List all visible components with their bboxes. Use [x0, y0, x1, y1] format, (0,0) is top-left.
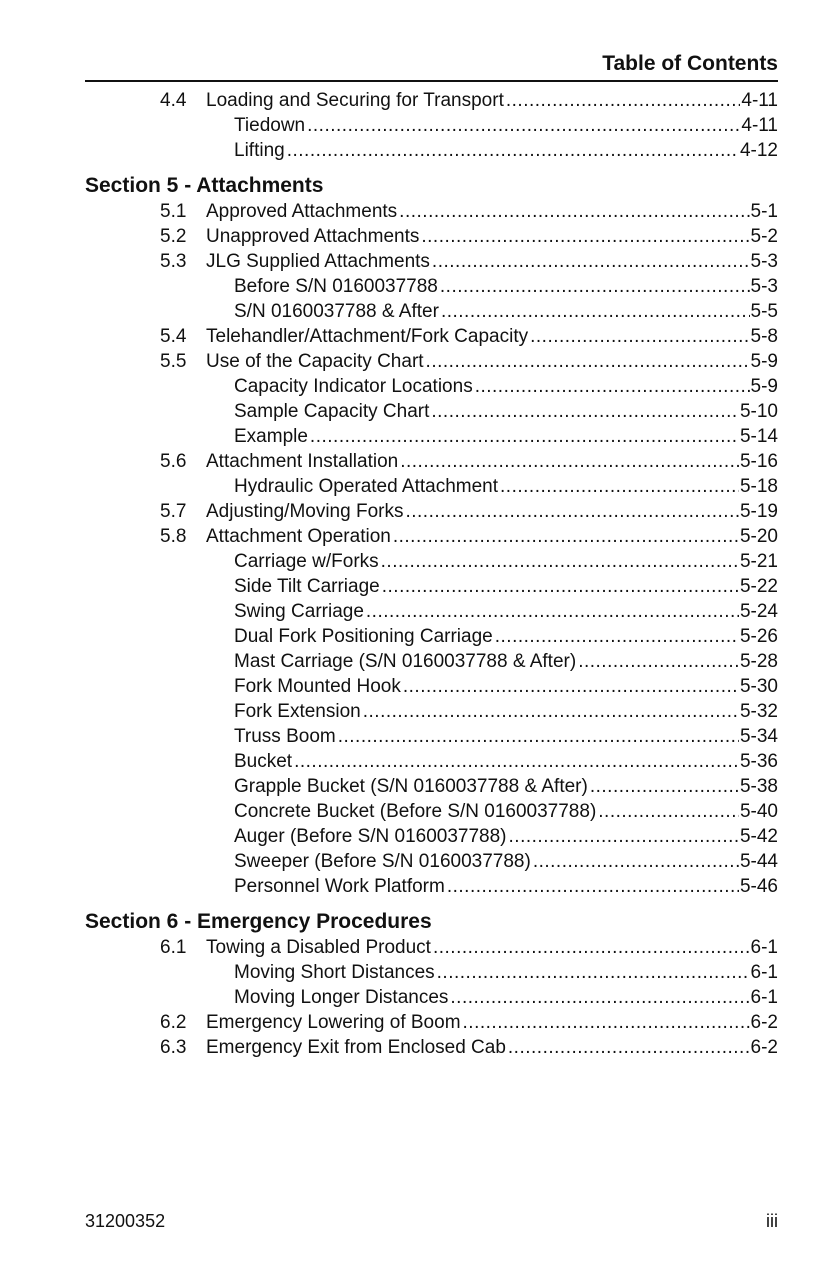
toc-entry[interactable] [0, 824, 825, 849]
toc-entry[interactable] [0, 749, 825, 774]
toc-entry[interactable] [0, 874, 825, 899]
toc-entry-title: Capacity Indicator Locations [234, 376, 473, 397]
toc-entry[interactable] [0, 574, 825, 599]
toc-entry-title: Towing a Disabled Product [206, 937, 431, 958]
page-header [85, 50, 778, 82]
toc-entry-title: Lifting [234, 140, 285, 161]
toc-entry-line [206, 199, 778, 224]
dot-leader [463, 1010, 750, 1035]
dot-leader [287, 138, 739, 163]
toc-entry-title: Carriage w/Forks [234, 551, 379, 572]
document-number: 31200352 [85, 1211, 166, 1231]
toc-entry-page: 5-19 [739, 501, 778, 522]
dot-leader [403, 674, 739, 699]
toc-entry-line [206, 324, 778, 349]
toc-entry-page: 5-20 [739, 526, 778, 547]
dot-leader [399, 199, 749, 224]
toc-entry-page: 5-30 [739, 676, 778, 697]
toc-entry-title: Emergency Lowering of Boom [206, 1012, 461, 1033]
toc-entry[interactable] [0, 1035, 825, 1060]
toc-entry-line [234, 599, 778, 624]
toc-entry-number: 5.8 [160, 526, 187, 547]
toc-entry-line [206, 449, 778, 474]
toc-entry[interactable] [0, 449, 825, 474]
dot-leader [432, 249, 750, 274]
toc-entry-title: Example [234, 426, 308, 447]
toc-entry-title: Emergency Exit from Enclosed Cab [206, 1037, 506, 1058]
toc-entry-title: Loading and Securing for Transport [206, 90, 504, 111]
toc-entry-page: 5-22 [739, 576, 778, 597]
toc-entry[interactable] [0, 524, 825, 549]
toc-entry-line [234, 724, 778, 749]
toc-entry-page: 6-1 [750, 987, 778, 1008]
toc-entry-page: 5-32 [739, 701, 778, 722]
dot-leader [294, 749, 739, 774]
toc-entry-title: Bucket [234, 751, 293, 772]
toc-entry-page: 5-3 [750, 251, 778, 272]
toc-entry-page: 4-12 [739, 140, 778, 161]
toc-entry-title: Tiedown [234, 115, 306, 136]
toc-entry-line [234, 549, 778, 574]
dot-leader [578, 649, 739, 674]
toc-entry-title: Attachment Operation [206, 526, 391, 547]
toc-entry[interactable] [0, 224, 825, 249]
toc-entry-title: Personnel Work Platform [234, 876, 445, 897]
toc-entry-title: Moving Longer Distances [234, 987, 449, 1008]
toc-entry-line [234, 574, 778, 599]
toc-entry-number: 5.4 [160, 326, 187, 347]
toc-entry-page: 5-24 [739, 601, 778, 622]
toc-entry[interactable] [0, 113, 825, 138]
toc-entry-line [234, 374, 778, 399]
toc-entry-number: 5.6 [160, 451, 187, 472]
toc-entry-number: 5.3 [160, 251, 187, 272]
toc-entry-page: 5-16 [739, 451, 778, 472]
dot-leader [500, 474, 739, 499]
toc-entry-line [234, 985, 778, 1010]
toc-entry[interactable] [0, 549, 825, 574]
toc-entry[interactable] [0, 88, 825, 113]
toc-entry-title: Swing Carriage [234, 601, 364, 622]
toc-entry-title: Before S/N 0160037788 [234, 276, 438, 297]
toc-entry-title: Fork Mounted Hook [234, 676, 401, 697]
toc-entry-line [234, 399, 778, 424]
toc-entry-title: Dual Fork Positioning Carriage [234, 626, 493, 647]
dot-leader [437, 960, 750, 985]
toc-entry-title: Sweeper (Before S/N 0160037788) [234, 851, 531, 872]
dot-leader [381, 549, 739, 574]
toc-entry-title: Approved Attachments [206, 201, 398, 222]
toc-entry[interactable] [0, 399, 825, 424]
toc-entry-title: Hydraulic Operated Attachment [234, 476, 499, 497]
dot-leader [310, 424, 739, 449]
toc-entry[interactable] [0, 985, 825, 1010]
toc-entry-page: 6-2 [750, 1037, 778, 1058]
toc-entry[interactable] [0, 324, 825, 349]
toc-entry-title: Auger (Before S/N 0160037788) [234, 826, 507, 847]
toc-entry-line [206, 349, 778, 374]
toc-entry[interactable] [0, 499, 825, 524]
toc-entry-page: 6-1 [750, 937, 778, 958]
toc-entry-title: Mast Carriage (S/N 0160037788 & After) [234, 651, 577, 672]
toc-entry-line [234, 774, 778, 799]
toc-entry-page: 6-2 [750, 1012, 778, 1033]
toc-entry-line [234, 799, 778, 824]
toc-entry-line [234, 138, 778, 163]
dot-leader [382, 574, 739, 599]
dot-leader [508, 1035, 750, 1060]
dot-leader [590, 774, 739, 799]
toc-entry-line [234, 299, 778, 324]
toc-entry[interactable] [0, 249, 825, 274]
toc-entry-page: 5-38 [739, 776, 778, 797]
toc-entry-page: 5-2 [750, 226, 778, 247]
toc-entry-page: 5-14 [739, 426, 778, 447]
toc-entry[interactable] [0, 199, 825, 224]
toc-entry-line [234, 674, 778, 699]
toc-entry-number: 5.1 [160, 201, 187, 222]
dot-leader [441, 299, 750, 324]
toc-entry-line [206, 499, 778, 524]
toc-entry-title: S/N 0160037788 & After [234, 301, 439, 322]
toc-entry-page: 5-46 [739, 876, 778, 897]
toc-entry[interactable] [0, 624, 825, 649]
toc-entry-title: Attachment Installation [206, 451, 399, 472]
toc-entry-line [234, 824, 778, 849]
toc-entry-line [234, 113, 778, 138]
dot-leader [338, 724, 739, 749]
toc-entry-title: Truss Boom [234, 726, 336, 747]
section-heading: Section 6 - Emergency Procedures [85, 910, 432, 933]
toc-entry-page: 5-9 [750, 376, 778, 397]
toc-entry-title: Side Tilt Carriage [234, 576, 380, 597]
toc-entry-line [206, 88, 778, 113]
toc-entry-line [234, 960, 778, 985]
toc-entry-page: 5-9 [750, 351, 778, 372]
toc-entry-page: 5-21 [739, 551, 778, 572]
toc-entry-page: 5-3 [750, 276, 778, 297]
toc-entry-page: 5-40 [739, 801, 778, 822]
dot-leader [366, 599, 739, 624]
toc-entry-line [206, 249, 778, 274]
toc-entry-line [206, 224, 778, 249]
toc-entry[interactable] [0, 424, 825, 449]
toc-entry[interactable] [0, 649, 825, 674]
toc-entry-line [206, 1035, 778, 1060]
toc-entry-line [234, 474, 778, 499]
toc-entry-page: 5-34 [739, 726, 778, 747]
toc-entry-line [234, 649, 778, 674]
toc-entry-number: 4.4 [160, 90, 187, 111]
dot-leader [431, 399, 739, 424]
toc-entry-line [234, 849, 778, 874]
toc-entry-page: 6-1 [750, 962, 778, 983]
toc-entry-number: 6.2 [160, 1012, 187, 1033]
page-title: Table of Contents [602, 52, 778, 75]
toc-entry[interactable] [0, 960, 825, 985]
toc-entry-line [234, 874, 778, 899]
toc-entry-page: 4-11 [741, 115, 778, 136]
toc-entry[interactable] [0, 699, 825, 724]
dot-leader [405, 499, 739, 524]
toc-entry-title: Concrete Bucket (Before S/N 0160037788) [234, 801, 597, 822]
dot-leader [433, 935, 750, 960]
toc-entry[interactable] [0, 724, 825, 749]
toc-entry-line [234, 274, 778, 299]
dot-leader [506, 88, 741, 113]
toc-entry[interactable] [0, 935, 825, 960]
toc-entry-number: 5.5 [160, 351, 187, 372]
toc-entry-line [234, 624, 778, 649]
toc-entry-page: 5-10 [739, 401, 778, 422]
dot-leader [363, 699, 739, 724]
section-heading: Section 5 - Attachments [85, 174, 324, 197]
dot-leader [598, 799, 739, 824]
toc-entry-page: 5-5 [750, 301, 778, 322]
toc-entry[interactable] [0, 274, 825, 299]
dot-leader [426, 349, 750, 374]
toc-entry-page: 5-42 [739, 826, 778, 847]
toc-entry-page: 5-18 [739, 476, 778, 497]
toc-entry[interactable] [0, 1010, 825, 1035]
toc-entry-line [234, 424, 778, 449]
dot-leader [533, 849, 739, 874]
dot-leader [400, 449, 739, 474]
toc-entry-title: Moving Short Distances [234, 962, 435, 983]
dot-leader [530, 324, 749, 349]
toc-entry[interactable] [0, 374, 825, 399]
toc-entry-title: Unapproved Attachments [206, 226, 420, 247]
toc-entry-number: 5.7 [160, 501, 187, 522]
dot-leader [393, 524, 739, 549]
toc-entry[interactable] [0, 299, 825, 324]
toc-entry-title: Adjusting/Moving Forks [206, 501, 404, 522]
toc-entry-line [234, 749, 778, 774]
toc-entry-page: 5-8 [750, 326, 778, 347]
toc-entry-page: 5-36 [739, 751, 778, 772]
toc-entry-line [234, 699, 778, 724]
toc-entry[interactable] [0, 349, 825, 374]
toc-entry-number: 5.2 [160, 226, 187, 247]
toc-entry-title: Telehandler/Attachment/Fork Capacity [206, 326, 529, 347]
toc-entry[interactable] [0, 474, 825, 499]
toc-entry-page: 5-28 [739, 651, 778, 672]
toc-entry-title: Fork Extension [234, 701, 361, 722]
toc-entry-title: Use of the Capacity Chart [206, 351, 424, 372]
toc-entry-line [206, 524, 778, 549]
toc-entry-line [206, 1010, 778, 1035]
toc-entry[interactable] [0, 138, 825, 163]
toc-entry[interactable] [0, 599, 825, 624]
dot-leader [440, 274, 750, 299]
dot-leader [450, 985, 749, 1010]
dot-leader [509, 824, 739, 849]
toc-entry[interactable] [0, 674, 825, 699]
toc-entry-page: 4-11 [741, 90, 778, 111]
dot-leader [421, 224, 749, 249]
toc-entry-title: Grapple Bucket (S/N 0160037788 & After) [234, 776, 588, 797]
toc-entry-page: 5-26 [739, 626, 778, 647]
toc-entry-title: JLG Supplied Attachments [206, 251, 430, 272]
toc-entry-page: 5-1 [750, 201, 778, 222]
toc-entry-line [206, 935, 778, 960]
dot-leader [447, 874, 739, 899]
toc-entry[interactable] [0, 849, 825, 874]
toc-entry[interactable] [0, 774, 825, 799]
toc-entry-number: 6.3 [160, 1037, 187, 1058]
dot-leader [495, 624, 739, 649]
toc-entry-title: Sample Capacity Chart [234, 401, 430, 422]
toc-entry[interactable] [0, 799, 825, 824]
toc-entry-page: 5-44 [739, 851, 778, 872]
dot-leader [475, 374, 750, 399]
page-number: iii [766, 1211, 778, 1231]
dot-leader [307, 113, 740, 138]
toc-entry-number: 6.1 [160, 937, 187, 958]
